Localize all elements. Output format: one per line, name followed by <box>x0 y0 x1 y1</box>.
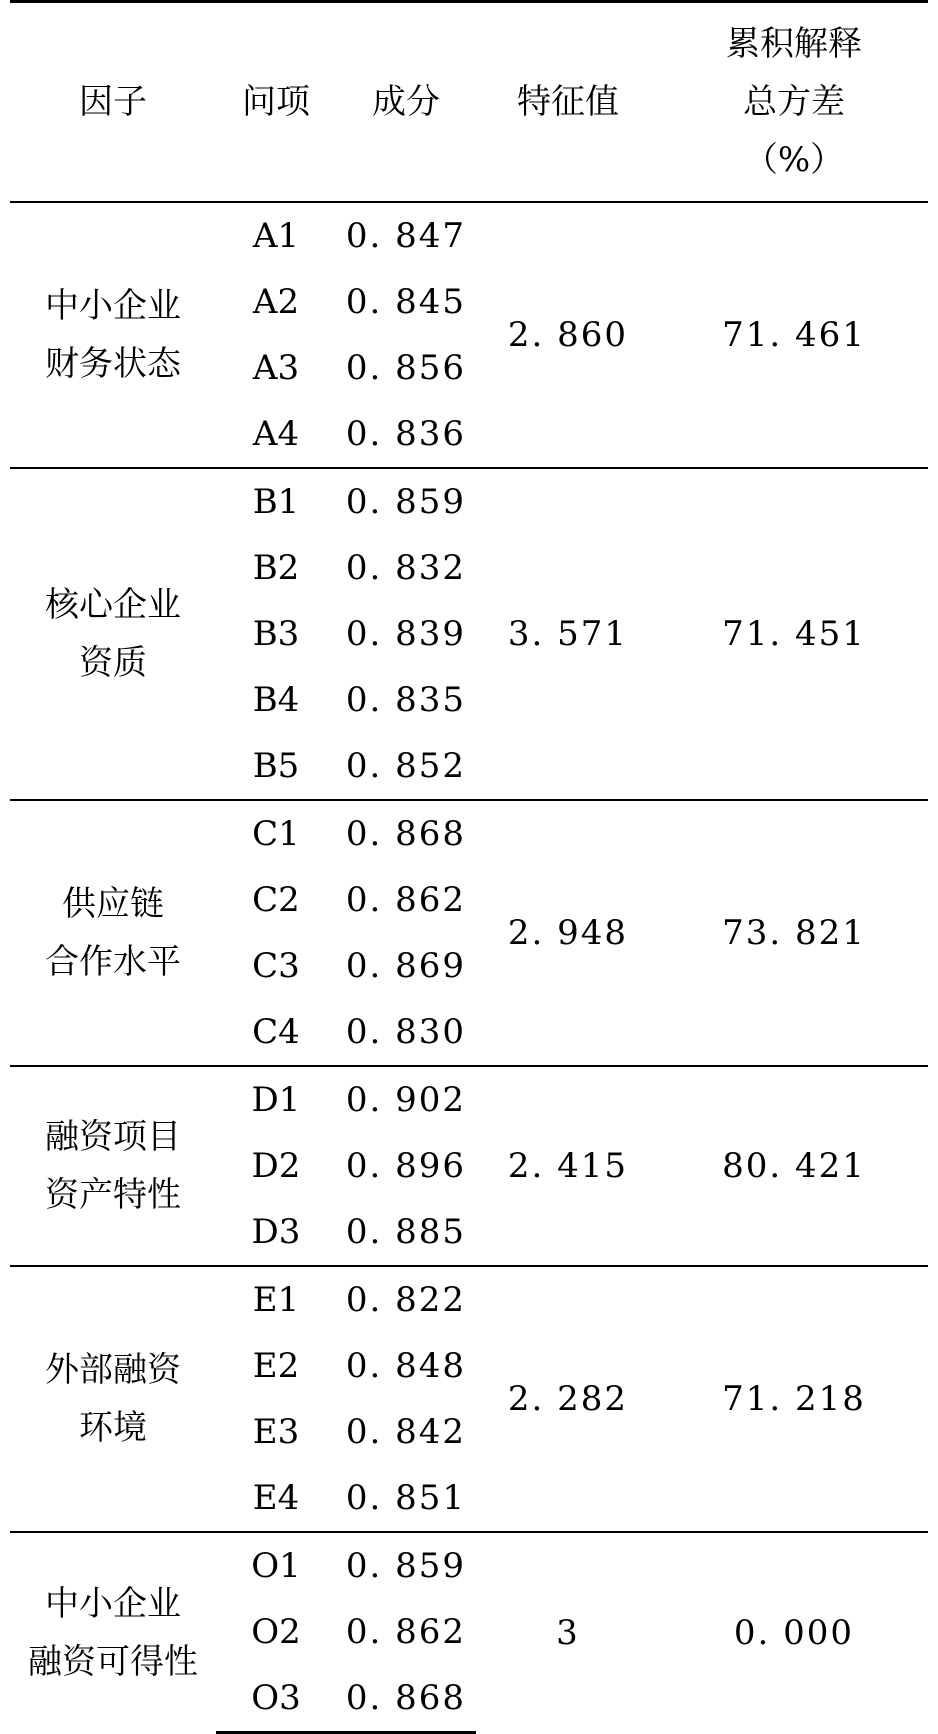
item-cell: E1 <box>216 1266 336 1333</box>
factor-name-cell <box>10 468 216 800</box>
table-row <box>10 202 928 269</box>
item-cell: C4 <box>252 1012 300 1052</box>
item-cell: C1 <box>216 800 336 867</box>
factor-name-line2: 合作水平 <box>45 942 181 982</box>
item-cell: A4 <box>252 414 300 454</box>
table-row <box>10 1532 928 1599</box>
factor-name-line1: 融资项目 <box>45 1117 181 1157</box>
eigenvalue-cell: 2. 415 <box>476 1066 660 1266</box>
item-cell: D2 <box>251 1146 301 1186</box>
component-cell: 0. 822 <box>336 1266 476 1333</box>
eigenvalue-cell: 2. 860 <box>476 202 660 468</box>
factor-group <box>10 800 928 1066</box>
eigenvalue-cell: 2. 282 <box>476 1266 660 1532</box>
item-cell: C3 <box>252 946 300 986</box>
item-cell: D1 <box>216 1066 336 1133</box>
eigenvalue-cell: 3. 571 <box>476 468 660 800</box>
factor-name-line2: 资产特性 <box>45 1175 181 1215</box>
factor-name-cell <box>10 1266 216 1532</box>
component-cell: 0. 868 <box>336 1665 476 1733</box>
factor-group <box>10 1532 928 1733</box>
header-row <box>10 2 928 203</box>
cumulative-variance-cell: 73. 821 <box>660 800 928 1066</box>
item-cell: D3 <box>251 1212 301 1252</box>
component-cell: 0. 859 <box>336 468 476 535</box>
factor-name-cell <box>10 1066 216 1266</box>
item-cell: B4 <box>252 680 300 720</box>
component-cell: 0. 902 <box>336 1066 476 1133</box>
eigenvalue-cell: 2. 948 <box>476 800 660 1066</box>
header-component: 成分 <box>336 2 476 203</box>
component-cell: 0. 847 <box>336 202 476 269</box>
factor-name-line2: 资质 <box>79 643 147 683</box>
header-cumulative-variance-line2: 总方差 <box>743 82 845 122</box>
component-cell: 0. 896 <box>345 1146 467 1186</box>
component-cell: 0. 885 <box>345 1212 467 1252</box>
factor-group <box>10 202 928 468</box>
item-cell: E3 <box>252 1412 300 1452</box>
factor-group <box>10 1266 928 1532</box>
item-cell: A2 <box>252 282 300 322</box>
header-factor: 因子 <box>10 2 216 203</box>
eigenvalue-cell: 3 <box>476 1532 660 1733</box>
item-cell: O1 <box>216 1532 336 1599</box>
component-cell: 0. 851 <box>345 1478 467 1518</box>
component-cell: 0. 856 <box>345 348 467 388</box>
table-row <box>10 1266 928 1333</box>
header-eigenvalue: 特征值 <box>476 2 660 203</box>
component-cell: 0. 862 <box>345 880 467 920</box>
factor-name-line1: 中小企业 <box>45 1583 181 1624</box>
component-cell: 0. 842 <box>345 1412 467 1452</box>
factor-group <box>10 1066 928 1266</box>
item-cell: O2 <box>251 1612 301 1652</box>
component-cell: 0. 830 <box>345 1012 467 1052</box>
table-row <box>10 800 928 867</box>
cumulative-variance-cell: 0. 000 <box>660 1532 928 1733</box>
component-cell: 0. 836 <box>345 414 467 454</box>
item-cell: A3 <box>252 348 300 388</box>
header-cumulative-variance <box>660 2 928 203</box>
table-row <box>10 468 928 535</box>
component-cell: 0. 852 <box>345 746 467 786</box>
header-item: 问项 <box>216 2 336 203</box>
cumulative-variance-cell: 80. 421 <box>660 1066 928 1266</box>
factor-name-line2: 环境 <box>79 1408 147 1448</box>
component-cell: 0. 832 <box>345 548 467 588</box>
factor-name-line2: 财务状态 <box>45 344 181 384</box>
component-cell: 0. 835 <box>345 680 467 720</box>
item-cell: E2 <box>252 1346 300 1386</box>
factor-name-line2: 融资可得性 <box>28 1641 198 1682</box>
header-cumulative-variance-line3: （%） <box>743 140 845 180</box>
factor-name-cell <box>10 800 216 1066</box>
factor-name-line1: 核心企业 <box>45 585 181 625</box>
component-cell: 0. 869 <box>345 946 467 986</box>
factor-analysis-table <box>10 0 928 1734</box>
item-cell: B3 <box>252 614 300 654</box>
item-cell: O3 <box>216 1665 336 1733</box>
cumulative-variance-cell: 71. 461 <box>660 202 928 468</box>
factor-name-line1: 供应链 <box>62 884 164 924</box>
component-cell: 0. 845 <box>345 282 467 322</box>
item-cell: B1 <box>216 468 336 535</box>
item-cell: B5 <box>252 746 300 786</box>
header-cumulative-variance-line1: 累积解释 <box>726 24 862 64</box>
factor-name-line1: 中小企业 <box>45 286 181 326</box>
component-cell: 0. 868 <box>336 800 476 867</box>
cumulative-variance-cell: 71. 451 <box>660 468 928 800</box>
item-cell: E4 <box>252 1478 300 1518</box>
cumulative-variance-cell: 71. 218 <box>660 1266 928 1532</box>
component-cell: 0. 859 <box>336 1532 476 1599</box>
item-cell: B2 <box>252 548 300 588</box>
table-row <box>10 1066 928 1133</box>
factor-group <box>10 468 928 800</box>
component-cell: 0. 862 <box>345 1612 467 1652</box>
item-cell: C2 <box>252 880 300 920</box>
factor-name-cell <box>10 202 216 468</box>
component-cell: 0. 848 <box>345 1346 467 1386</box>
item-cell: A1 <box>216 202 336 269</box>
factor-name-line1: 外部融资 <box>45 1350 181 1390</box>
factor-name-cell <box>10 1532 216 1733</box>
component-cell: 0. 839 <box>345 614 467 654</box>
